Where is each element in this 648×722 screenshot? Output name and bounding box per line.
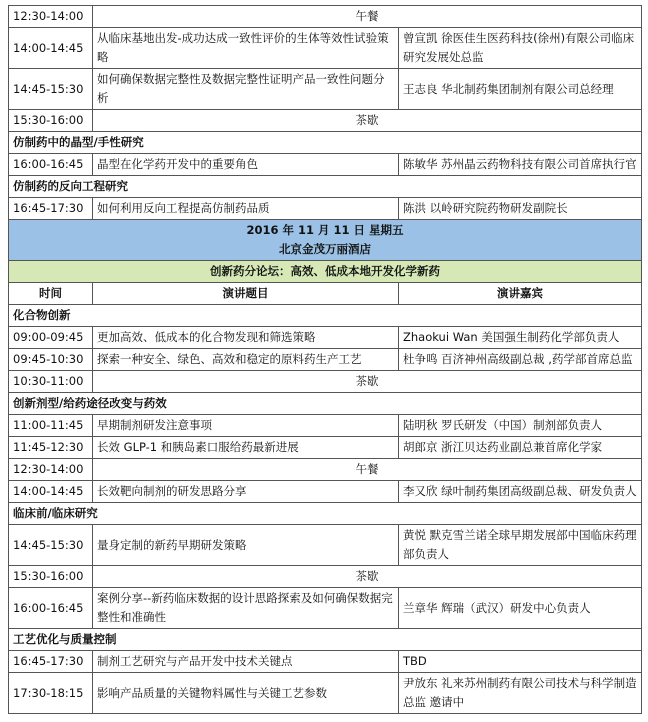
section-heading-row (9, 393, 642, 415)
section-title: 仿制药中的晶型/手性研究 (9, 132, 642, 154)
speaker-cell: 杜争鸣 百济神州高级副总裁 ,药学部首席总监 (399, 349, 642, 371)
speaker-cell: 王志良 华北制药集团制剂有限公司总经理 (399, 69, 642, 110)
session-row (9, 673, 642, 714)
break-row (9, 459, 642, 481)
break-label: 午餐 (93, 6, 642, 28)
time-cell: 16:00-16:45 (9, 588, 93, 629)
break-label: 茶歇 (93, 371, 642, 393)
topic-cell: 长效靶向制剂的研发思路分享 (93, 481, 399, 503)
day-banner-row (9, 220, 642, 261)
section-heading-row (9, 503, 642, 525)
session-row (9, 525, 642, 566)
day-venue: 北京金茂万丽酒店 (279, 242, 371, 256)
session-row (9, 327, 642, 349)
section-heading-row (9, 176, 642, 198)
header-topic: 演讲题目 (93, 283, 399, 305)
session-row (9, 588, 642, 629)
session-row (9, 154, 642, 176)
section-heading-row (9, 305, 642, 327)
topic-cell: 如何确保数据完整性及数据完整性证明产品一致性问题分析 (93, 69, 399, 110)
break-label: 茶歇 (93, 566, 642, 588)
speaker-cell: 兰章华 辉瑞（武汉）研发中心负责人 (399, 588, 642, 629)
speaker-cell: 李又欣 绿叶制药集团高级副总裁、研发负责人 (399, 481, 642, 503)
speaker-cell: TBD (399, 651, 642, 673)
section-heading-row (9, 132, 642, 154)
column-header-row (9, 283, 642, 305)
time-cell: 16:45-17:30 (9, 198, 93, 220)
time-cell: 15:30-16:00 (9, 566, 93, 588)
speaker-cell: 陆明秋 罗氏研发（中国）制剂部负责人 (399, 415, 642, 437)
time-cell: 12:30-14:00 (9, 459, 93, 481)
topic-cell: 量身定制的新药早期研发策略 (93, 525, 399, 566)
break-row (9, 371, 642, 393)
time-cell: 17:30-18:15 (9, 673, 93, 714)
speaker-cell: 陈敏华 苏州晶云药物科技有限公司首席执行官 (399, 154, 642, 176)
break-row (9, 110, 642, 132)
section-title: 临床前/临床研究 (9, 503, 642, 525)
session-row (9, 415, 642, 437)
day-date: 2016 年 11 月 11 日 星期五 (246, 223, 404, 237)
schedule-table (8, 5, 642, 714)
section-title: 化合物创新 (9, 305, 642, 327)
section-title: 创新剂型/给药途径改变与药效 (9, 393, 642, 415)
forum-title-row (9, 261, 642, 283)
topic-cell: 如何利用反向工程提高仿制药品质 (93, 198, 399, 220)
topic-cell: 长效 GLP-1 和胰岛素口服给药最新进展 (93, 437, 399, 459)
session-row (9, 198, 642, 220)
section-heading-row (9, 629, 642, 651)
time-cell: 09:45-10:30 (9, 349, 93, 371)
time-cell: 10:30-11:00 (9, 371, 93, 393)
day-banner (9, 220, 642, 261)
speaker-cell: 尹放东 礼来苏州制药有限公司技术与科学制造总监 邀请中 (399, 673, 642, 714)
topic-cell: 晶型在化学药开发中的重要角色 (93, 154, 399, 176)
topic-cell: 早期制剂研发注意事项 (93, 415, 399, 437)
forum-title: 创新药分论坛：高效、低成本地开发化学新药 (9, 261, 642, 283)
section-title: 工艺优化与质量控制 (9, 629, 642, 651)
session-row (9, 651, 642, 673)
time-cell: 14:45-15:30 (9, 69, 93, 110)
session-row (9, 69, 642, 110)
topic-cell: 案例分享--新药临床数据的设计思路探索及如何确保数据完整性和准确性 (93, 588, 399, 629)
session-row (9, 28, 642, 69)
topic-cell: 从临床基地出发-成功达成一致性评价的生体等效性试验策略 (93, 28, 399, 69)
topic-cell: 制剂工艺研究与产品开发中技术关键点 (93, 651, 399, 673)
speaker-cell: 曾宣凯 徐医佳生医药科技(徐州)有限公司临床研究发展处总监 (399, 28, 642, 69)
speaker-cell: 黄悦 默克雪兰诺全球早期发展部中国临床药理部负责人 (399, 525, 642, 566)
section-title: 仿制药的反向工程研究 (9, 176, 642, 198)
time-cell: 16:45-17:30 (9, 651, 93, 673)
speaker-cell: 陈洪 以岭研究院药物研发副院长 (399, 198, 642, 220)
time-cell: 14:00-14:45 (9, 28, 93, 69)
topic-cell: 影响产品质量的关键物料属性与关键工艺参数 (93, 673, 399, 714)
break-label: 午餐 (93, 459, 642, 481)
time-cell: 09:00-09:45 (9, 327, 93, 349)
speaker-cell: 胡郎京 浙江贝达药业副总兼首席化学家 (399, 437, 642, 459)
time-cell: 14:45-15:30 (9, 525, 93, 566)
time-cell: 11:00-11:45 (9, 415, 93, 437)
session-row (9, 437, 642, 459)
time-cell: 11:45-12:30 (9, 437, 93, 459)
topic-cell: 探索一种安全、绿色、高效和稳定的原料药生产工艺 (93, 349, 399, 371)
time-cell: 12:30-14:00 (9, 6, 93, 28)
session-row (9, 349, 642, 371)
speaker-cell: Zhaokui Wan 美国强生制药化学部负责人 (399, 327, 642, 349)
header-time: 时间 (9, 283, 93, 305)
time-cell: 15:30-16:00 (9, 110, 93, 132)
time-cell: 16:00-16:45 (9, 154, 93, 176)
break-row (9, 6, 642, 28)
topic-cell: 更加高效、低成本的化合物发现和筛选策略 (93, 327, 399, 349)
time-cell: 14:00-14:45 (9, 481, 93, 503)
header-speaker: 演讲嘉宾 (399, 283, 642, 305)
session-row (9, 481, 642, 503)
break-label: 茶歇 (93, 110, 642, 132)
break-row (9, 566, 642, 588)
